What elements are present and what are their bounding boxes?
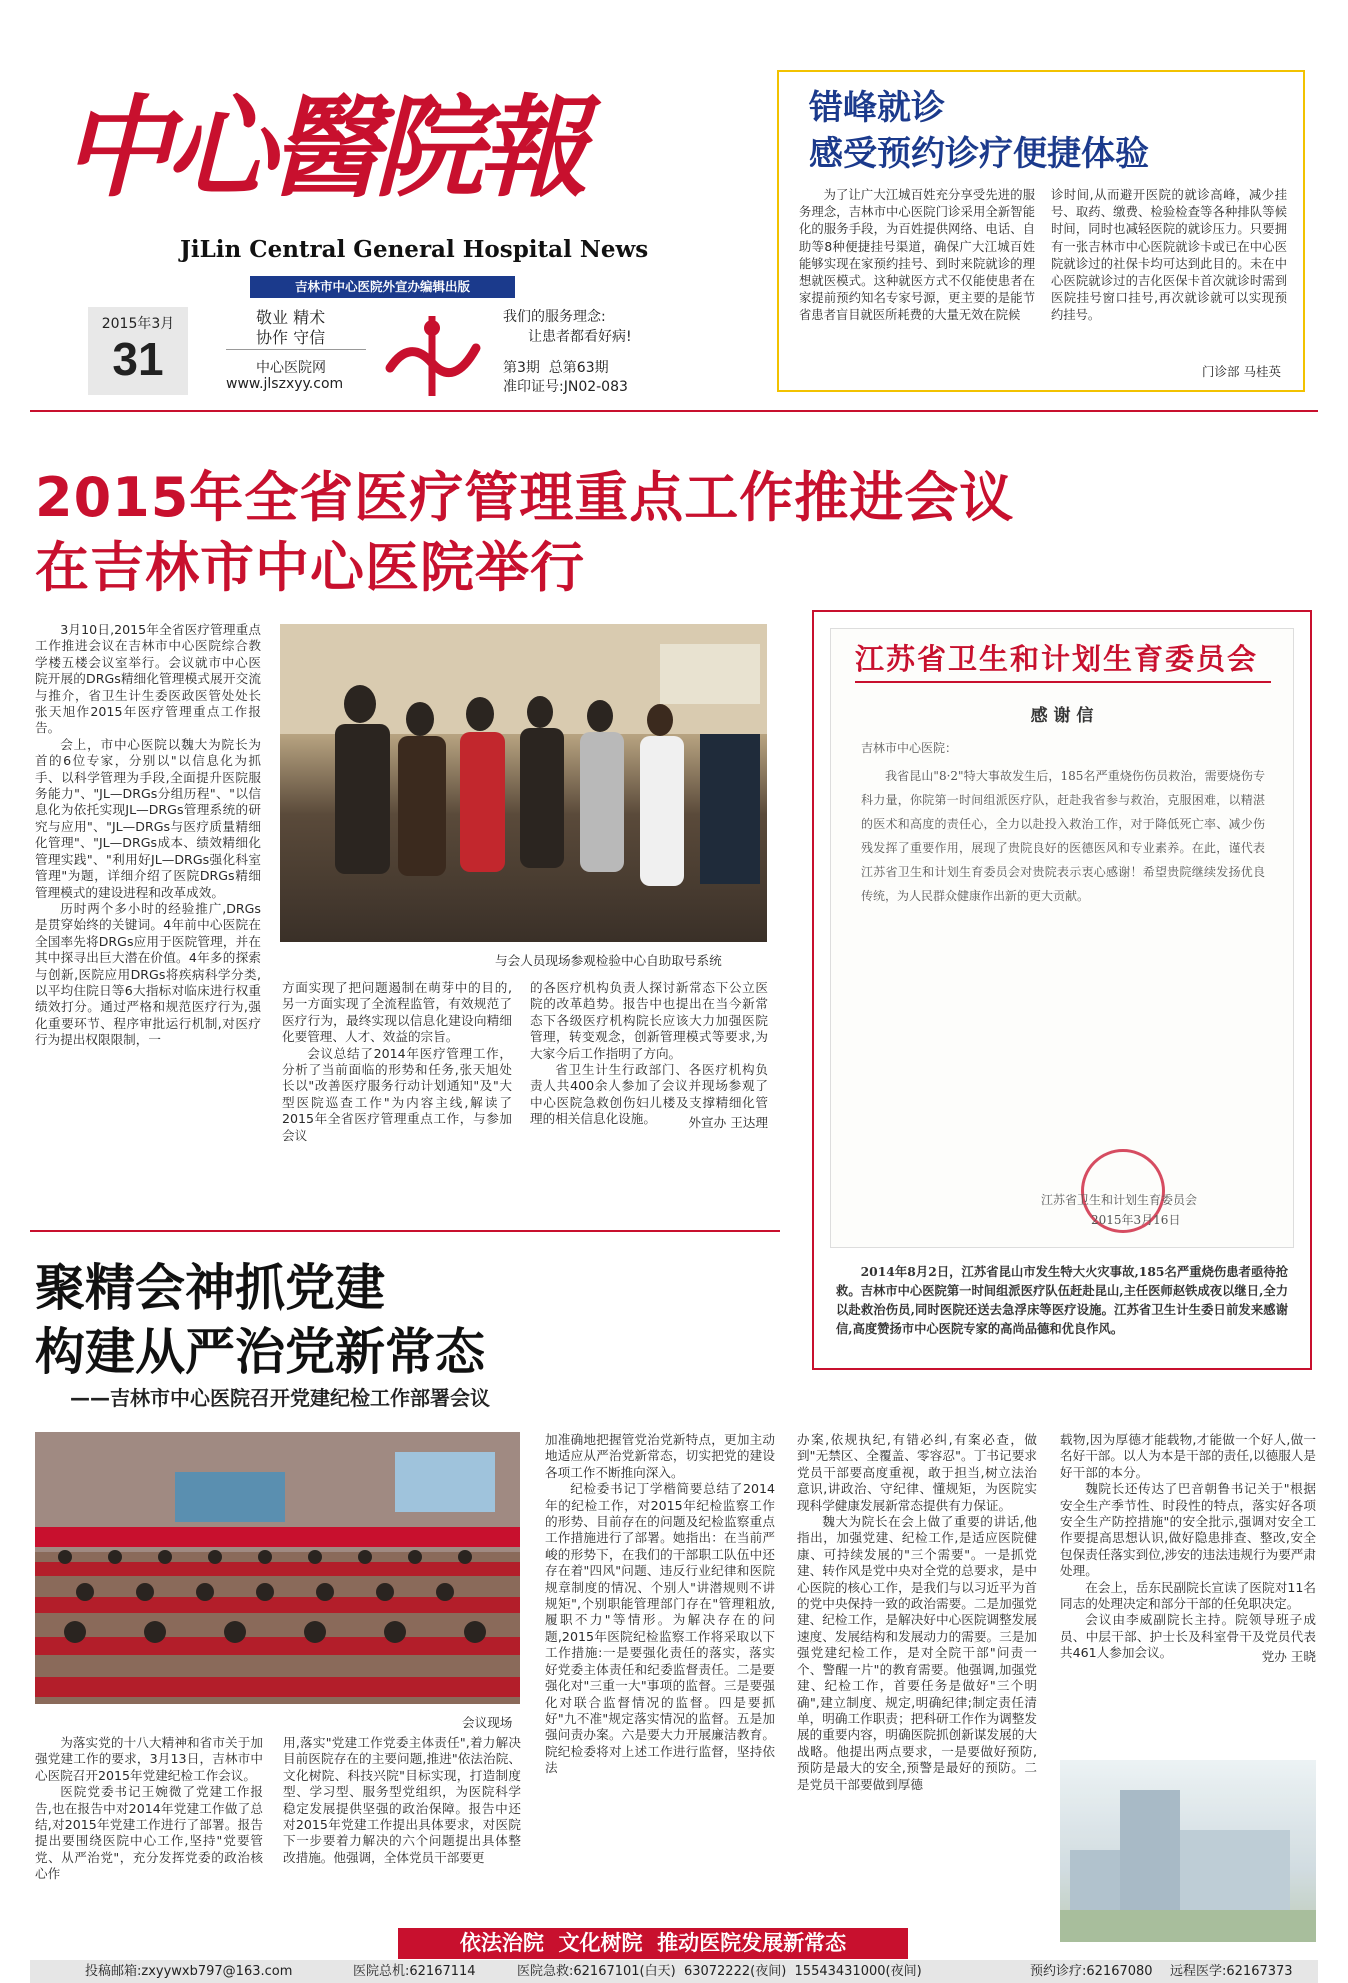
party-headline-2: 构建从严治党新常态 — [35, 1323, 485, 1381]
party-photo-caption: 会议现场 — [462, 1715, 513, 1730]
lead-col-2 — [282, 980, 512, 1144]
letter-sign: 江苏省卫生和计划生育委员会 — [1041, 1193, 1198, 1207]
lead-col-3 — [530, 980, 768, 1131]
promo-col-2: 诊时间,从而避开医院的就诊高峰，减少挂号、取药、缴费、检验检查等各种排队等候时间，同时也减轻医院的就诊压力。只要拥有一张吉林市中心医院就诊卡或已在中心医院就诊过的社保卡均可达到此目的。未在中心医院就诊过的吉化医保卡首次就诊时需到医院挂号窗口挂号,再次就诊就可以实现预约挂号。 — [1051, 188, 1287, 323]
party-colE-p4: 会议由李威副院长主持。院领导班子成员、中层干部、护士长及科室骨干及党员代表共461人参加会议。 — [1060, 1612, 1316, 1661]
party-colC-p2: 纪检委书记丁学楷简要总结了2014年的纪检工作，对2015年纪检监察工作的形势、目前存在的问题及纪检监察重点工作措施进行了部署。她指出：在当前严峻的形势下，在我们的干部职工队伍中还存在着"四风"问题、违反行业纪律和医院规章制度的情况、个别人"讲潜规则不讲规矩",个别职能管理部门存在"管理粗放,履职不力"等情形。为解决存在的问题,2015年医院纪检监察工作将采取以下工作措施:一是要强化责任的落实，落实好党委主体责任和纪委监督责任。二是要强化对"三重一大"事项的监督。三是要强化对联合监督情况的监督。四是要抓好"九不准"规定落实情况的监督。五是加强问责办案。六是要大力开展廉洁教育。院纪检委将对上述工作进行监督，坚持依法 — [545, 1481, 775, 1776]
letter-org: 江苏省卫生和计划生育委员会 — [855, 642, 1259, 676]
masthead-rule — [30, 410, 1318, 412]
letter-paper — [830, 628, 1294, 1248]
promo-box — [777, 70, 1305, 392]
letter-body: 我省昆山"8·2"特大事故发生后，185名严重烧伤伤员救治，需要烧伤专科力量，你院第一时间组派医疗队，赶赴我省参与救治，克服困难，以精湛的医术和高度的责任心，全力以赴投入救治工作，对于降低死亡率、减少伤残发挥了重要作用，展现了贵院良好的医德医风和专业素养。在此，谨代表江苏省卫生和计划生育委员会对贵院表示衷心感谢！希望贵院继续发扬优良传统，为人民群众健康作出新的更大贡献。 — [861, 769, 1265, 903]
lead-col3-p2: 省卫生计生行政部门、各医疗机构负责人共400余人参加了会议并现场参观了中心医院急救创伤妇儿楼及支撑精细化管理的相关信息化设施。 — [530, 1062, 768, 1127]
lead-headline-2: 在吉林市中心医院举行 — [35, 536, 585, 599]
service-text: 让患者都看好病! — [528, 329, 632, 345]
section-rule — [30, 1230, 780, 1232]
party-colA-p2: 医院党委书记王婉微了党建工作报告,也在报告中对2014年党建工作做了总结,对2015年党建工作进行了部署。报告提出要围绕医院中心工作,坚持"党要管党、从严治党"，充分发挥党委的政治核心作 — [35, 1784, 263, 1882]
letter-org-rule — [855, 681, 1271, 683]
footer-emergency: 医院急救:62167101(白天) 63072222(夜间) 15543431000(夜间) — [517, 1964, 922, 1979]
motto-1: 敬业 精术 — [256, 308, 326, 327]
lead-col1-p3: 历时两个多小时的经验推广,DRGs是贯穿始终的关键词。4年前中心医院在全国率先将DRGs应用于医院管理，并在其中探寻出巨大潜在价值。4年多的探索与创新,医院应用DRGs将疾病科学分类,以平均住院日等6大指标对临床进行权重绩效打分。通过严格和规范医疗行为,强化重要环节、程序审批运行机制,对医疗行为提出权限限制，一 — [35, 900, 261, 1048]
party-col-b — [283, 1735, 521, 1866]
service-label: 我们的服务理念: — [503, 309, 606, 325]
lead-headline-1: 2015年全省医疗管理重点工作推进会议 — [35, 466, 1015, 529]
party-colE-p2: 魏院长还传达了巴音朝鲁书记关于"根据安全生产季节性、时段性的特点，落实好各项安全生产防控措施"的安全批示,强调对安全工作要提高思想认识,做好隐患排查、整改,安全包保责任落实到位,涉安的违法违规行为要严肃处理。 — [1060, 1481, 1316, 1579]
letter-date: 2015年3月16日 — [1091, 1213, 1181, 1227]
website-link[interactable]: www.jlszxyy.com — [226, 376, 344, 392]
party-colB: 用,落实"党建工作党委主体责任",着力解决目前医院存在的主要问题,推进"依法治院、文化树院、科技兴院"目标实现，打造制度型、学习型、服务型党组织，为医院科学稳定发展提供坚强的政治保障。报告中还对2015年党建工作提出具体要求，对医院下一步要着力解决的六个问题提出具体整改措施。他强调，全体党员干部要更 — [283, 1735, 521, 1865]
party-colE-p3: 在会上，岳东民副院长宣读了医院对11名同志的处理决定和部分干部的任免职决定。 — [1060, 1579, 1316, 1612]
letter-salutation: 吉林市中心医院： — [861, 741, 958, 755]
promo-title-1: 错峰就诊 — [809, 88, 945, 128]
footer-appointment: 预约诊疗:62167080 — [1030, 1964, 1153, 1979]
party-headline-1: 聚精会神抓党建 — [35, 1259, 385, 1317]
footer-remote: 远程医学:62167373 — [1170, 1964, 1293, 1979]
lead-col2-p2: 会议总结了2014年医疗管理工作，分析了当前面临的形势和任务,张天旭处长以"改善医疗服务行动计划通知"及"大型医院巡查工作"为内容主线,解读了2015年全省医疗管理重点工作，与参加会议 — [282, 1045, 512, 1143]
lead-col3-p1: 的各医疗机构负责人探讨新常态下公立医院的改革趋势。报告中也提出在当今新常态下各级医疗机构院长应该大力加强医院管理，转变观念，创新管理模式等要求,为大家今后工作指明了方向。 — [530, 980, 768, 1061]
letter-title: 感 谢 信 — [1030, 706, 1094, 726]
party-subhead: ——吉林市中心医院召开党建纪检工作部署会议 — [70, 1386, 490, 1410]
party-byline: 党办 王晓 — [1261, 1648, 1316, 1664]
party-colC-p1: 加准确地把握管党治党新特点，更加主动地适应从严治党新常态，切实把党的建设各项工作不断推向深入。 — [545, 1432, 775, 1480]
website-label: 中心医院网 — [256, 360, 326, 376]
issue-number: 第3期 总第63期 — [503, 360, 609, 376]
promo-byline: 门诊部 马桂英 — [1202, 364, 1281, 379]
lead-col2-p1: 方面实现了把问题遏制在萌芽中的目的,另一方面实现了全流程监管，有效规范了医疗行为，最终实现以信息化建设向精细化要管理、人才、效益的宗旨。 — [282, 980, 512, 1045]
promo-col-1: 为了让广大江城百姓充分享受先进的服务理念，吉林市中心医院门诊采用全新智能化的服务手段，为百姓提供网络、电话、自助等8种便捷挂号渠道，确保广大江城百姓能够实现在家预约挂号、到时来院就诊的理想就医模式。这种就医方式不仅能使患者在家提前预约知名专家号源，更主要的是能节省患者盲目就医所耗费的大量无效在院候 — [799, 188, 1035, 323]
footer-email[interactable]: 投稿邮箱:zxyywxb797@163.com — [85, 1964, 293, 1979]
hospital-emblem — [380, 308, 485, 400]
hospital-building-illustration — [1060, 1760, 1316, 1942]
party-col-d — [797, 1432, 1037, 1793]
letter-note: 2014年8月2日，江苏省昆山市发生特大火灾事故,185名严重烧伤患者亟待抢救。吉林市中心医院第一时间组派医疗队伍赶赴昆山,主任医师赵铁成夜以继日,全力以赴救治伤员,同时医院还送去急浮床等医疗设施。江苏省卫生计生委日前发来感谢信,高度赞扬市中心医院专家的高尚品德和优良作风。 — [836, 1264, 1288, 1336]
party-photo — [35, 1432, 520, 1704]
party-slogan: 依法治院 文化树院 推动医院发展新常态 — [459, 1931, 847, 1955]
lead-col-1 — [35, 622, 261, 1049]
footer — [30, 1960, 1318, 1983]
party-colD-p2: 魏大为院长在会上做了重要的讲话,他指出，加强党建、纪检工作,是适应医院健康、可持续发展的"三个需要"。一是抓党建、转作风是党中央对全党的总要求，是中心医院的核心工作，是我们与以习近平为首的党中央保持一致的政治需要。二是加强党建、纪检工作，是解决好中心医院调整发展速度、发展结构和发展动力的需要。三是加强党建纪检工作，是对全院干部"问责一个、警醒一片"的教育需要。他强调,加强党建、纪检工作，首要任务是做好"三个明确",建立制度、规定,明确纪律;制定责任清单，明确工作职责；把科研工作作为调整发展的重要内容，明确医院抓创新谋发展的大战略。他提出两点要求，一是要做好预防,预防是最大的安全,预警是最好的预防。二是党员干部要做到厚德 — [797, 1514, 1037, 1792]
date-month: 2015年3月 — [101, 316, 175, 332]
lead-photo — [280, 624, 767, 942]
date-day: 31 — [112, 333, 164, 385]
masthead-logo: 中心醫院報 — [62, 83, 582, 212]
promo-title-2: 感受预约诊疗便捷体验 — [809, 134, 1149, 174]
party-col-a — [35, 1735, 263, 1883]
lead-photo-caption: 与会人员现场参观检验中心自助取号系统 — [495, 953, 722, 968]
sub-banner: 吉林市中心医院外宣办编辑出版 — [250, 276, 515, 298]
party-colE: 载物,因为厚德才能载物,才能做一个好人,做一名好干部。以人为本是干部的责任,以德服人是好干部的本分。 — [1060, 1432, 1316, 1480]
footer-main-line: 医院总机:62167114 — [353, 1964, 476, 1979]
letter-box — [812, 610, 1312, 1370]
motto-divider — [226, 349, 366, 350]
permit-number: 准印证号:JN02-083 — [503, 379, 628, 395]
motto-2: 协作 守信 — [256, 328, 326, 347]
masthead-english: JiLin Central General Hospital News — [180, 236, 649, 263]
party-colA-p1: 为落实党的十八大精神和省市关于加强党建工作的要求，3月13日，吉林市中心医院召开2015年党建纪检工作会议。 — [35, 1735, 263, 1783]
party-colD-p1: 办案,依规执纪,有错必纠,有案必查，做到"无禁区、全覆盖、零容忍"。丁书记要求党员干部要高度重视，敢于担当,树立法治意识,讲政治、守纪律、懂规矩，为医院实现科学健康发展新常态提供有力保证。 — [797, 1432, 1037, 1513]
lead-col1-p2: 会上，市中心医院以魏大为院长为首的6位专家，分别以"以信息化为抓手、以科学管理为手段,全面提升医院服务能力"、"JL—DRGs分组历程"、"以信息化为依托实现JL—DRGs管理系统的研究与应用"、"JL—DRGs与医疗质量精细化管理"、"JL—DRGs成本、绩效精细化管理实践"、"利用好JL—DRGs强化科室管理"为题，详细介绍了医院DRGs精细管理模式的建设进程和改革成效。 — [35, 736, 261, 900]
party-slogan-banner — [398, 1928, 908, 1959]
lead-col1-p1: 3月10日,2015年全省医疗管理重点工作推进会议在吉林市中心医院综合教学楼五楼会议室举行。会议就市中心医院开展的DRGs精细化管理模式展开交流与推介，省卫生计生委医政医管处处长张天旭作2015年医疗管理重点工作报告。 — [35, 622, 261, 736]
lead-byline: 外宣办 王达理 — [688, 1114, 768, 1130]
party-col-e — [1060, 1432, 1316, 1665]
party-col-c — [545, 1432, 775, 1777]
date-box — [88, 307, 188, 395]
